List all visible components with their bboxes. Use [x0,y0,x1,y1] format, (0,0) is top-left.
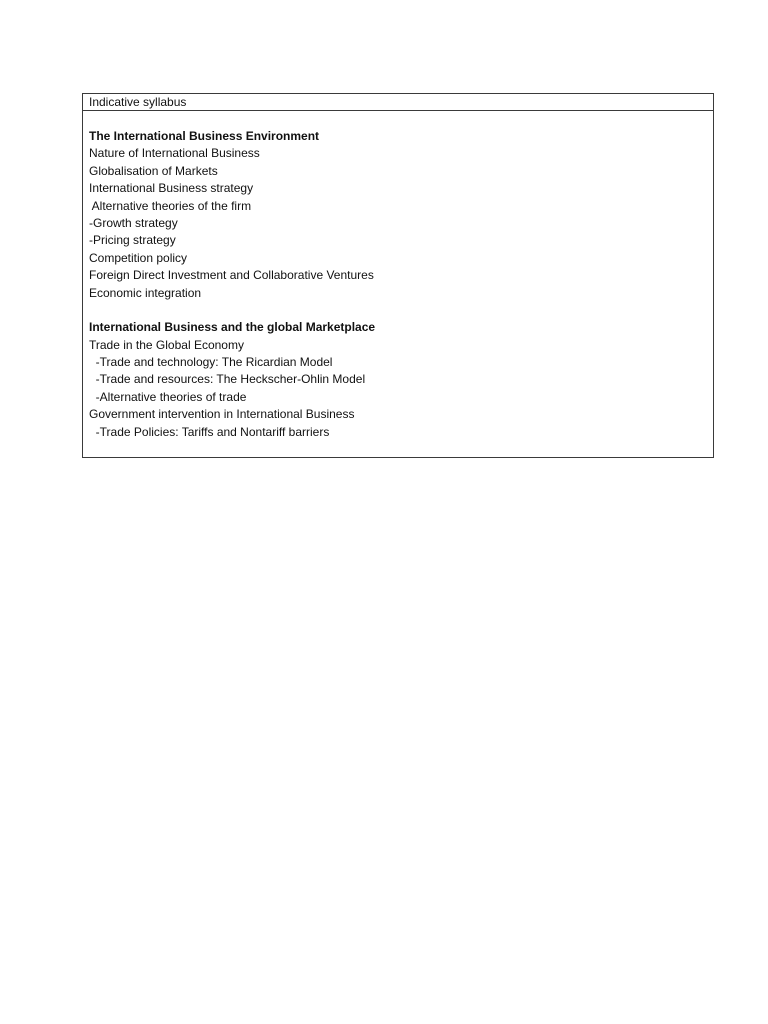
syllabus-item: Economic integration [89,285,202,300]
syllabus-body [83,111,713,441]
syllabus-subitem: -Pricing strategy [89,233,176,248]
syllabus-item: Globalisation of Markets [89,163,218,178]
syllabus-item: Nature of International Business [89,146,260,161]
syllabus-item: Competition policy [89,250,188,265]
syllabus-subitem: Alternative theories of the firm [89,198,252,213]
syllabus-item: International Business strategy [89,181,254,196]
syllabus-subitem: -Alternative theories of trade [89,389,247,404]
section-title: The International Business Environment [89,129,320,143]
syllabus-item: Government intervention in International Business [89,407,355,422]
syllabus-subitem: -Trade and resources: The Heckscher-Ohlin Model [89,372,366,387]
section-spacer [89,302,713,319]
syllabus-subitem: -Trade and technology: The Ricardian Model [89,355,333,370]
syllabus-subitem: -Trade Policies: Tariffs and Nontariff barriers [89,424,330,439]
syllabus-table [82,93,714,458]
syllabus-subitem: -Growth strategy [89,215,178,230]
syllabus-header: Indicative syllabus [83,94,713,111]
syllabus-item: Foreign Direct Investment and Collaborative Ventures [89,268,374,283]
syllabus-item: Trade in the Global Economy [89,337,244,352]
section-title: International Business and the global Marketplace [89,320,376,335]
